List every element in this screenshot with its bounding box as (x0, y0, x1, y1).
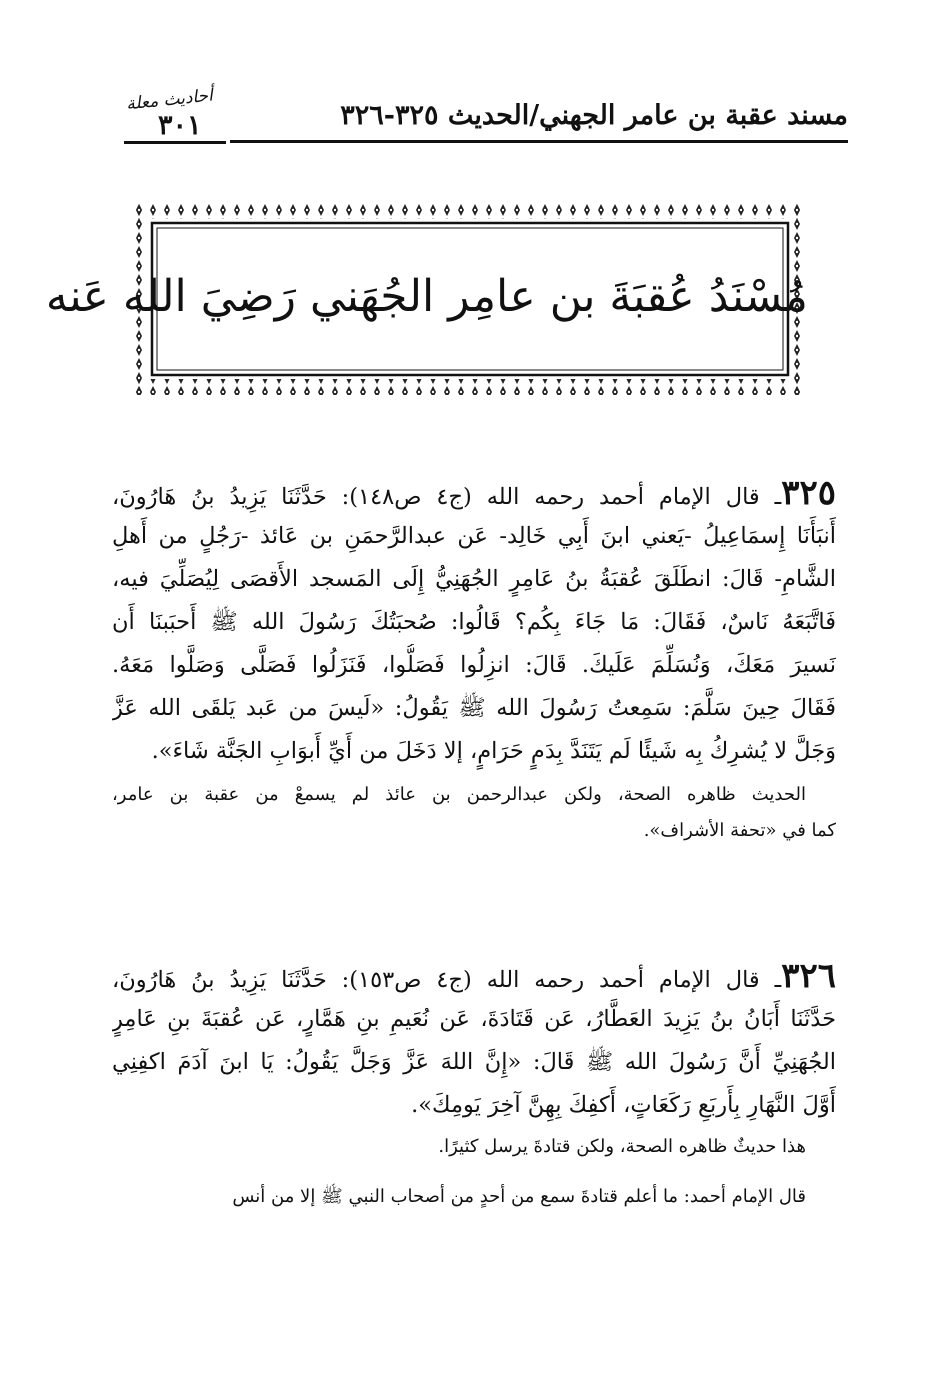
hadith-325 (112, 472, 836, 849)
hadith-line: حَدَّثَنَا أَبَانُ بنُ يَزِيدَ العَطَّارُ، عَن قَتَادَةَ، عَن نُعَيمِ بنِ هَمَّارٍ، عَن عُقبَةَ بنِ عَامِرٍ (112, 1006, 836, 1032)
section-title-frame (45, 203, 808, 395)
hadith-line: ٣٢٦ـ قال الإمام أحمد رحمه الله (ج٤ ص١٥٣): حَدَّثَنَا يَزِيدُ بنُ هَارُونَ، (112, 956, 836, 996)
hadith-line: ٣٢٥ـ قال الإمام أحمد رحمه الله (ج٤ ص١٤٨): حَدَّثَنَا يَزِيدُ بنُ هَارُونَ، (112, 473, 836, 513)
hadith-line: نَسيرَ مَعَكَ، وَنُسَلِّمَ عَلَيكَ. قَالَ: انزِلُوا فَصَلُّوا، فَنَزَلُوا فَصَلَّى وَصَلَّوا مَعَهُ. (112, 652, 836, 678)
hadith-line: فَقَالَ حِينَ سَلَّمَ: سَمِعتُ رَسُولَ الله ﷺ يَقُولُ: «لَيسَ من عَبد يَلقَى الله عَزَّ (112, 695, 836, 721)
page-number: ٣٠١ (158, 110, 202, 141)
commentary-line: كما في «تحفة الأشراف». (643, 820, 836, 841)
hadith-line: أَوَّلَ النَّهَارِ بِأَربَعِ رَكَعَاتٍ، أَكفِكَ بِهِنَّ آخِرَ يَومِكَ». (411, 1092, 836, 1118)
hadith-line: الشَّامِ- قَالَ: انطَلَقَ عُقبَةُ بنُ عَامِرٍ الجُهَنِيُّ إِلَى المَسجد الأَقصَى لِيُصَلِّيَ فيه، (112, 566, 836, 592)
commentary-line: الحديث ظاهره الصحة، ولكن عبدالرحمن بن عائذ لم يسمعْ من عقبة بن عامر، (112, 784, 806, 805)
commentary-line: قال الإمام أحمد: ما أعلم قتادةَ سمع من أحدٍ من أصحاب النبي ﷺ إلا من أنس (232, 1186, 806, 1207)
hadith-line: الجُهَنِيِّ أَنَّ رَسُولَ الله ﷺ قَالَ: «إِنَّ اللهَ عَزَّ وَجَلَّ يَقُولُ: يَا ابنَ آدَمَ اكفِنِي (112, 1049, 836, 1075)
header-title: مسند عقبة بن عامر الجهني/الحديث ٣٢٥-٣٢٦ (340, 100, 848, 131)
commentary-line: هذا حديثٌ ظاهره الصحة، ولكن قتادةَ يرسل كثيرًا. (438, 1136, 806, 1157)
page-number-box (118, 86, 268, 146)
hadith-number: ٣٢٥ (781, 473, 836, 513)
handwritten-note: أحاديث معلة (125, 85, 214, 115)
hadith-line: أَنبَأَنَا إِسمَاعِيلُ -يَعني ابنَ أَبِي خَالِد- عَن عبدالرَّحمَنِ بن عَائذ -رَجُلٍ من أَهلِ (112, 523, 836, 549)
section-title: مُسْنَدُ عُقبَةَ بن عامِر الجُهَني رَضِيَ الله عَنه (45, 271, 808, 322)
hadith-line: وَجَلَّ لا يُشرِكُ بِه شَيئًا لَم يَتَنَدَّ بِدَمٍ حَرَامٍ، إلا دَخَلَ من أَيِّ أَبوَابِ الجَنَّة شَاءَ». (151, 738, 836, 764)
page-number-rule (124, 141, 226, 144)
hadith-line: فَاتَّبَعَهُ نَاسٌ، فَقَالَ: مَا جَاءَ بِكُم؟ قَالُوا: صُحبَتُكَ رَسُولَ الله ﷺ أَحبَبنَا أَن (112, 609, 836, 635)
hadith-number: ٣٢٦ (781, 956, 836, 996)
hadith-326 (112, 955, 836, 1215)
header-rule (230, 140, 848, 143)
running-header (118, 86, 848, 146)
